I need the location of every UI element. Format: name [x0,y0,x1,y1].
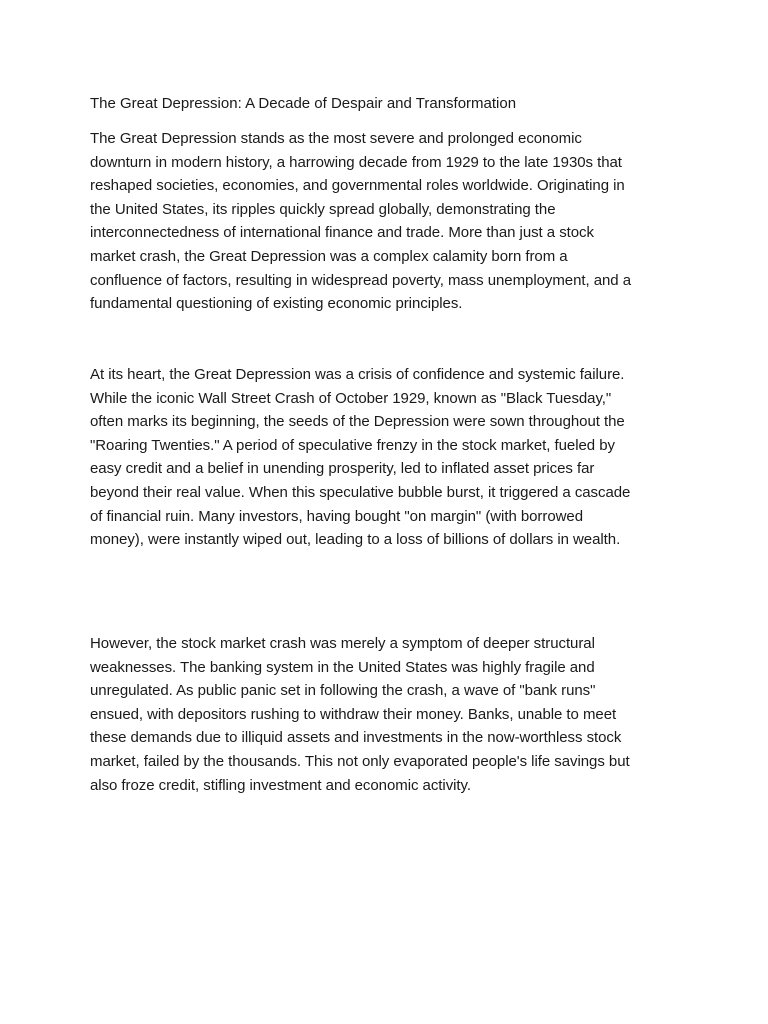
paragraph-line: the United States, its ripples quickly spread globally, demonstrating the [90,200,556,218]
paragraph-line: fundamental questioning of existing economic principles. [90,295,463,313]
document-title: The Great Depression: A Decade of Despair and Transformation [90,95,517,112]
paragraph-3 [90,632,682,797]
paragraph-line: weaknesses. The banking system in the United States was highly fragile and [90,658,595,676]
paragraph-line: market crash, the Great Depression was a complex calamity born from a [90,247,568,265]
paragraph-line: confluence of factors, resulting in widespread poverty, mass unemployment, and a [90,271,632,289]
paragraph-line: The Great Depression stands as the most severe and prolonged economic [90,130,582,147]
paragraph-line: also froze credit, stifling investment and economic activity. [90,776,472,794]
paragraph-line: ensued, with depositors rushing to withdraw their money. Banks, unable to meet [90,705,617,723]
paragraph-line: money), were instantly wiped out, leading to a loss of billions of dollars in wealth. [90,531,621,549]
paragraph-line: downturn in modern history, a harrowing decade from 1929 to the late 1930s that [90,153,622,171]
paragraph-line: market, failed by the thousands. This not only evaporated people's life savings but [90,752,630,770]
paragraph-line: unregulated. As public panic set in following the crash, a wave of "bank runs" [90,682,596,700]
paragraph-line: these demands due to illiquid assets and investments in the now-worthless stock [90,729,622,747]
paragraph-line: easy credit and a belief in unending prosperity, led to inflated asset prices far [90,460,595,478]
paragraph-2 [90,363,682,552]
paragraph-line: While the iconic Wall Street Crash of October 1929, known as "Black Tuesday," [90,389,612,407]
paragraph-line: interconnectedness of international finance and trade. More than just a stock [90,224,594,242]
paragraph-line: "Roaring Twenties." A period of speculative frenzy in the stock market, fueled by [90,436,615,454]
paragraph-line: of financial ruin. Many investors, having bought "on margin" (with borrowed [90,507,583,525]
paragraph-line: However, the stock market crash was merely a symptom of deeper structural [90,635,595,652]
paragraph-line: reshaped societies, economies, and governmental roles worldwide. Originating in [90,177,625,195]
paragraph-line: At its heart, the Great Depression was a crisis of confidence and systemic failure. [90,366,625,383]
paragraph-line: beyond their real value. When this speculative bubble burst, it triggered a cascade [90,483,631,501]
paragraph-line: often marks its beginning, the seeds of the Depression were sown throughout the [90,413,625,431]
paragraph-1 [90,127,682,316]
